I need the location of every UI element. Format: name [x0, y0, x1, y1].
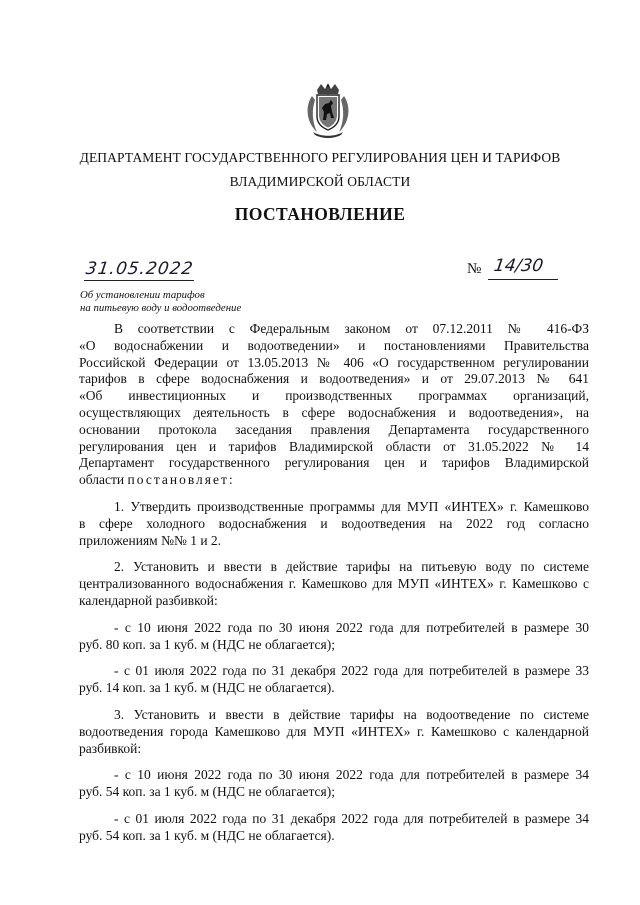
- text-line: водоотведения города Камешково для МУП «ИНТЕХ» г. Камешково с календарной: [79, 723, 589, 739]
- subject-line: на питьевую воду и водоотведение: [80, 302, 242, 314]
- text-line: в сфере холодного водоснабжения и водоотведения на 2022 год согласно: [79, 515, 589, 531]
- text-line: 1. Утвердить производственные программы для МУП «ИНТЕХ» г. Камешково: [114, 498, 589, 514]
- text-line: основании протокола заседания правления Департамента государственного: [79, 421, 589, 437]
- department-name-line1: ДЕПАРТАМЕНТ ГОСУДАРСТВЕННОГО РЕГУЛИРОВАНИЯ ЦЕН И ТАРИФОВ: [79, 150, 561, 165]
- document-body: [79, 321, 589, 845]
- item-3a-paragraph: [79, 767, 589, 801]
- date-underline: [84, 280, 194, 281]
- text-line: 3. Установить и ввести в действие тарифы на водоотведение по системе: [114, 706, 589, 722]
- text-line: осуществляющих деятельность в сфере водоснабжения и водоотведения», на: [79, 404, 589, 420]
- text-line: «О водоснабжении и водоотведении» и постановлениями Правительства: [79, 337, 589, 353]
- item-3b-paragraph: [79, 811, 589, 845]
- text-line: руб. 54 коп. за 1 куб. м (НДС не облагается);: [79, 784, 336, 800]
- subject-caption: [80, 289, 241, 315]
- text-line: - с 10 июня 2022 года по 30 июня 2022 года для потребителей в размере 30: [114, 619, 589, 635]
- text-line: Российской Федерации от 13.05.2013 № 406 «О государственном регулировании: [79, 354, 589, 370]
- text-line: «Об инвестиционных и производственных программах организаций,: [79, 388, 589, 404]
- text-line: В соответствии с Федеральным законом от 07.12.2011 № 416-ФЗ: [114, 321, 589, 336]
- text-line: тарифов в сфере водоснабжения и водоотведения» и от 29.07.2013 № 641: [79, 371, 589, 387]
- item-2b-paragraph: [79, 663, 589, 697]
- document-date: 31.05.2022: [84, 259, 195, 279]
- item-2a-paragraph: [79, 620, 589, 654]
- text-line: календарной разбивкой:: [79, 592, 218, 608]
- text-line: руб. 54 коп. за 1 куб. м (НДС не облагается).: [79, 827, 335, 843]
- document-title: ПОСТАНОВЛЕНИЕ: [234, 204, 406, 224]
- number-sign: №: [467, 261, 482, 277]
- preamble-paragraph: [79, 321, 589, 489]
- number-underline: [488, 279, 558, 280]
- item-1-paragraph: [79, 499, 589, 549]
- text-line: разбивкой:: [79, 740, 142, 756]
- item-3-paragraph: [79, 707, 589, 757]
- coat-of-arms-icon: [303, 82, 353, 138]
- text-fragment: области: [79, 472, 125, 488]
- subject-line: Об установлении тарифов: [80, 289, 205, 301]
- text-line: централизованного водоснабжения г. Камешково для МУП «ИНТЕХ» г. Камешково с: [79, 576, 589, 592]
- text-line: регулирования цен и тарифов Владимирской области от 31.05.2022 № 14: [79, 438, 589, 454]
- text-line: 2. Установить и ввести в действие тарифы на питьевую воду по системе: [114, 559, 589, 575]
- resolves-word: постановляет:: [127, 472, 235, 488]
- text-line: - с 01 июля 2022 года по 31 декабря 2022 года для потребителей в размере 34: [114, 810, 589, 826]
- department-name-line2: ВЛАДИМИРСКОЙ ОБЛАСТИ: [229, 174, 411, 189]
- text-line: [79, 472, 589, 489]
- document-number: 14/30: [492, 256, 545, 276]
- text-line: - с 10 июня 2022 года по 30 июня 2022 года для потребителей в размере 34: [114, 767, 589, 783]
- text-line: приложениям №№ 1 и 2.: [79, 532, 222, 548]
- text-line: руб. 14 коп. за 1 куб. м (НДС не облагается).: [79, 680, 335, 696]
- text-line: - с 01 июля 2022 года по 31 декабря 2022 года для потребителей в размере 33: [114, 663, 589, 679]
- text-line: Департамент государственного регулирования цен и тарифов Владимирской: [79, 455, 589, 471]
- item-2-paragraph: [79, 559, 589, 609]
- text-line: руб. 80 коп. за 1 куб. м (НДС не облагается);: [79, 636, 336, 652]
